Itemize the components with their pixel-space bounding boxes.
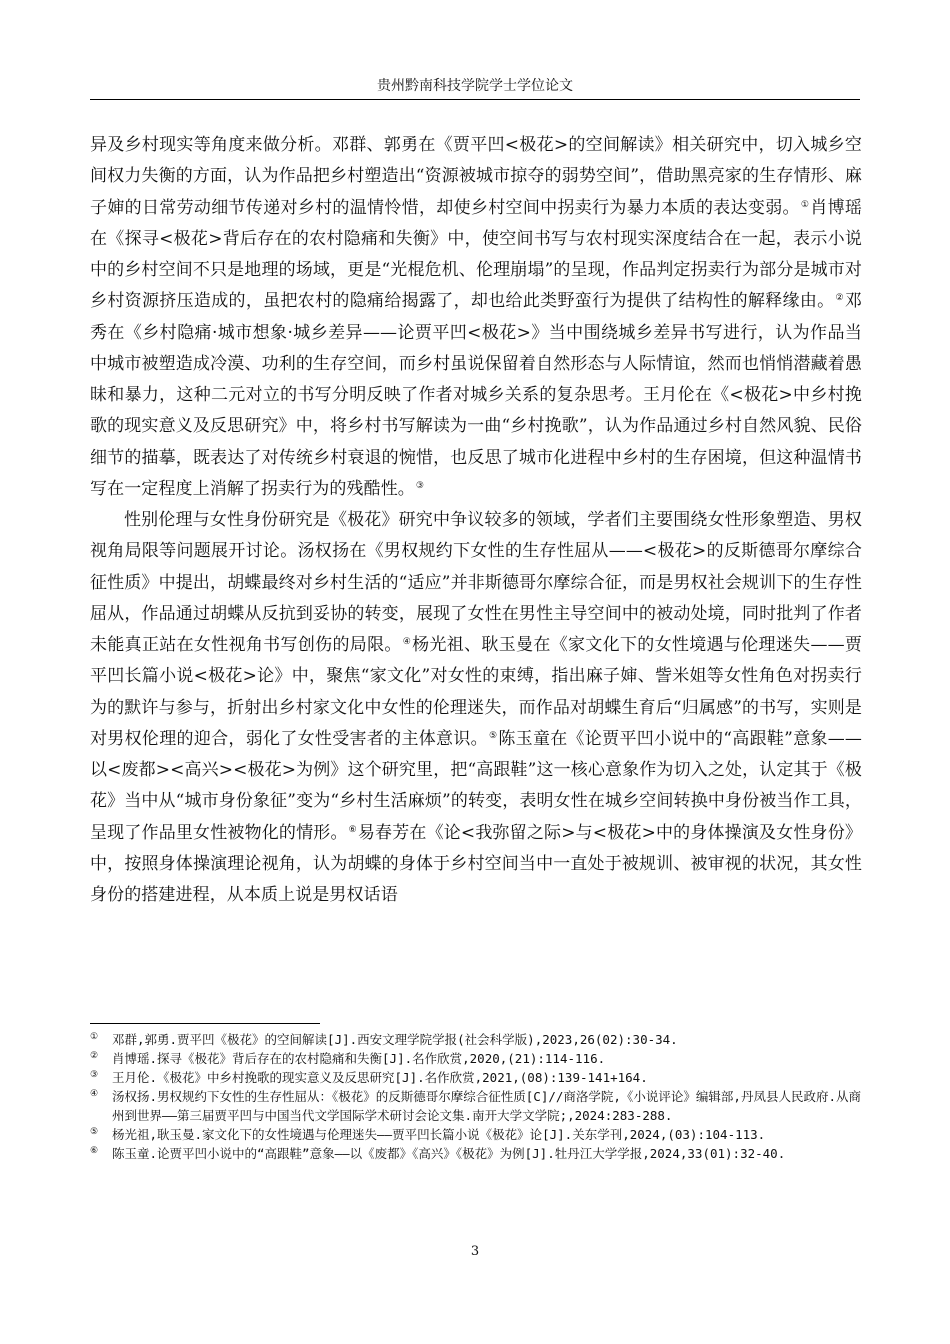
footnote-separator <box>90 1023 320 1024</box>
footnote-mark: ③ <box>90 1070 99 1080</box>
main-body-text <box>90 130 862 911</box>
footnote-2 <box>90 1049 862 1068</box>
footnotes <box>90 1030 862 1163</box>
footnote-mark: ⑥ <box>90 1146 99 1156</box>
header-rule <box>90 99 860 100</box>
footnote-text: 肖博瑶.探寻《极花》背后存在的农村隐痛和失衡[J].名作欣赏,2020,(21):114-116. <box>112 1051 606 1066</box>
body-paragraph-continuation: 异及乡村现实等角度来做分析。邓群、郭勇在《贾平凹<极花>的空间解读》相关研究中，切入城乡空间权力失衡的方面，认为作品把乡村塑造出“资源被城市掠夺的弱势空间”，借助黑亮家的生存情形、麻子婶的日常劳动细节传递对乡村的温情怜惜，却使乡村空间中拐卖行为暴力本质的表达变弱。①肖博瑶在《探寻<极花>背后存在的农村隐痛和失衡》中，使空间书写与农村现实深度结合在一起，表示小说中的乡村空间不只是地理的场域，更是“光棍危机、伦理崩塌”的呈现，作品判定拐卖行为部分是城市对乡村资源挤压造成的，虽把农村的隐痛给揭露了，却也给此类野蛮行为提供了结构性的解释缘由。②邓秀在《乡村隐痛·城市想象·城乡差异——论贾平凹<极花>》当中围绕城乡差异书写进行，认为作品当中城市被塑造成冷漠、功利的生存空间，而乡村虽说保留着自然形态与人际情谊，然而也悄悄潜藏着愚昧和暴力，这种二元对立的书写分明反映了作者对城乡关系的复杂思考。王月伦在《<极花>中乡村挽歌的现实意义及反思研究》中，将乡村书写解读为一曲“乡村挽歌”，认为作品通过乡村自然风貌、民俗细节的描摹，既表达了对传统乡村衰退的惋惜，也反思了城市化进程中乡村的生存困境，但这种温情书写在一定程度上消解了拐卖行为的残酷性。③ <box>90 135 862 499</box>
body-paragraph-gender-ethics: 性别伦理与女性身份研究是《极花》研究中争议较多的领域，学者们主要围绕女性形象塑造、男权视角局限等问题展开讨论。汤权扬在《男权规约下女性的生存性屈从——<极花>的反斯德哥尔摩综合征性质》中提出，胡蝶最终对乡村生活的“适应”并非斯德哥尔摩综合征，而是男权社会规训下的生存性屈从，作品通过胡蝶从反抗到妥协的转变，展现了女性在男性主导空间中的被动处境，同时批判了作者未能真正站在女性视角书写创伤的局限。④杨光祖、耿玉曼在《家文化下的女性境遇与伦理迷失——贾平凹长篇小说<极花>论》中，聚焦“家文化”对女性的束缚，指出麻子婶、訾米姐等女性角色对拐卖行为的默许与参与，折射出乡村家文化中女性的伦理迷失，而作品对胡蝶生育后“归属感”的书写，实则是对男权伦理的迎合，弱化了女性受害者的主体意识。⑤陈玉童在《论贾平凹小说中的“高跟鞋”意象——以<废都><高兴><极花>为例》这个研究里，把“高跟鞋”这一核心意象作为切入之处，认定其于《极花》当中从“城市身份象征”变为“乡村生活麻烦”的转变，表明女性在城乡空间转换中身份被当作工具，呈现了作品里女性被物化的情形。⑥易春芳在《论<我弥留之际>与<极花>中的身体操演及女性身份》中，按照身体操演理论视角，认为胡蝶的身体于乡村空间当中一直处于被规训、被审视的状况，其女性身份的搭建进程，从本质上说是男权话语 <box>90 510 863 905</box>
footnote-5 <box>90 1125 862 1144</box>
footnote-mark: ① <box>90 1032 99 1042</box>
footnote-text: 汤权扬.男权规约下女性的生存性屈从：《极花》的反斯德哥尔摩综合征性质[C]//商洛学院,《小说评论》编辑部,丹凤县人民政府.从商州到世界——第三届贾平凹与中国当代文学国际学术研讨会论文集.南开大学文学院;,2024:283-288. <box>112 1089 861 1123</box>
footnote-ref-4: ④ <box>402 637 412 647</box>
footnote-text: 邓群,郭勇.贾平凹《极花》的空间解读[J].西安文理学院学报(社会科学版),2023,26(02):30-34. <box>112 1032 678 1047</box>
footnote-3 <box>90 1068 862 1087</box>
page-number: 3 <box>470 1244 480 1259</box>
footnote-4 <box>90 1087 862 1125</box>
footnote-ref-6: ⑥ <box>348 824 357 835</box>
footnote-text: 杨光祖,耿玉曼.家文化下的女性境遇与伦理迷失——贾平凹长篇小说《极花》论[J].关东学刊,2024,(03):104-113. <box>112 1127 766 1142</box>
footnote-text: 陈玉童.论贾平凹小说中的“高跟鞋”意象——以《废都》《高兴》《极花》为例[J].牡丹江大学学报,2024,33(01):32-40. <box>112 1146 786 1161</box>
running-header: 贵州黔南科技学院学士学位论文 <box>377 78 573 94</box>
footnote-1 <box>90 1030 862 1049</box>
footnote-ref-2: ② <box>835 293 844 304</box>
footnote-ref-5: ⑤ <box>488 730 498 741</box>
footnote-ref-3: ③ <box>415 480 425 491</box>
footnote-mark: ⑤ <box>90 1127 99 1137</box>
footnote-6 <box>90 1144 862 1163</box>
footnote-mark: ④ <box>90 1089 99 1099</box>
footnote-text: 王月伦.《极花》中乡村挽歌的现实意义及反思研究[J].名作欣赏,2021,(08):139-141+164. <box>112 1070 648 1085</box>
footnote-ref-1: ① <box>800 199 810 210</box>
footnote-mark: ② <box>90 1051 99 1061</box>
